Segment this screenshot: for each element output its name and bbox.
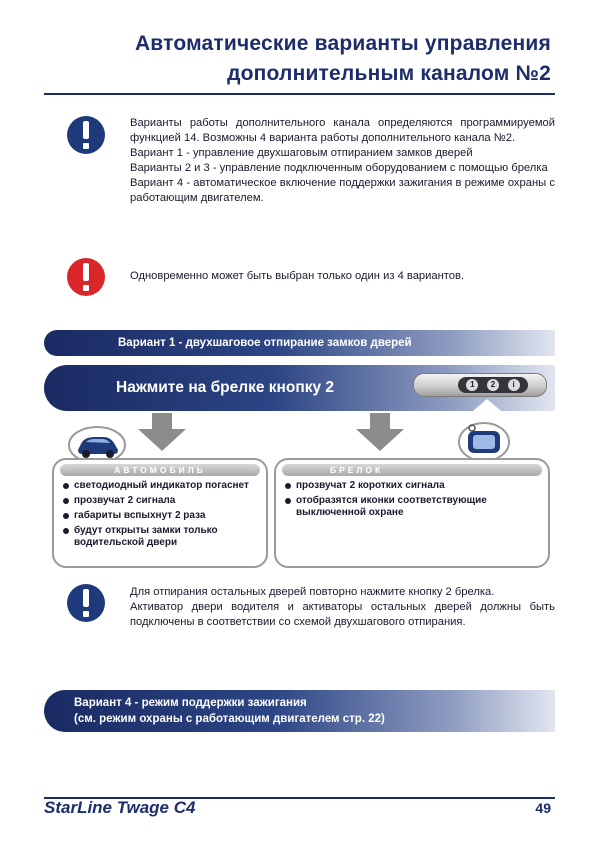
note-paragraph: Для отпирания остальных дверей повторно нажмите кнопку 2 брелка.: [130, 586, 495, 598]
keyfob-remote-icon: [413, 373, 547, 397]
info-exclamation-icon: [67, 584, 105, 622]
note-paragraph: Вариант 4 - автоматическое включение поддержки зажигания в режиме охраны с работающим двигателем.: [130, 177, 555, 204]
press-button-banner: Нажмите на брелке кнопку 2: [44, 365, 555, 411]
note-paragraph: Вариант 1 - управление двухшаговым отпиранием замков дверей: [130, 147, 473, 159]
variant4-banner: [44, 690, 555, 732]
page-title-line2: дополнительным каналом №2: [227, 62, 551, 85]
title-divider: [44, 93, 555, 95]
unlock-note: [130, 585, 555, 630]
page-title-line1: Автоматические варианты управления: [134, 32, 551, 55]
list-item: светодиодный индикатор погаснет: [62, 480, 258, 492]
brand-logo: StarLine Twage C4: [44, 798, 196, 817]
keyfob-button-1: 1: [466, 379, 478, 391]
car-panel-header: АВТОМОБИЛЬ: [60, 464, 260, 476]
arrow-down-icon: [138, 413, 186, 451]
warning-note: Одновременно может быть выбран только один из 4 вариантов.: [130, 270, 465, 282]
keyfob-icon: [458, 422, 510, 462]
variant4-banner-line2: (см. режим охраны с работающим двигателем стр. 22): [74, 713, 385, 725]
car-reaction-panel: [52, 458, 268, 568]
note-paragraph: Активатор двери водителя и активаторы остальных дверей должны быть подключены в соответствии со схемой двухшагового отпирания.: [130, 601, 555, 628]
keyfob-buttons: [458, 377, 528, 393]
list-item: будут открыты замки только водительской двери: [62, 525, 258, 549]
list-item: прозвучат 2 коротких сигнала: [284, 480, 488, 492]
list-item: прозвучат 2 сигнала: [62, 495, 258, 507]
keyfob-button-2: 2: [487, 379, 499, 391]
page-number: 49: [535, 800, 551, 816]
variant1-banner: Вариант 1 - двухшаговое отпирание замков дверей: [44, 330, 555, 356]
keyfob-reaction-panel: [274, 458, 550, 568]
variant4-banner-line1: Вариант 4 - режим поддержки зажигания: [74, 697, 307, 709]
keyfob-button-info: i: [508, 379, 520, 391]
note-paragraph: Варианты 2 и 3 - управление подключенным оборудованием с помощью брелка: [130, 162, 548, 174]
list-item: отобразятся иконки соответствующие выключенной охране: [284, 495, 488, 519]
variants-description: [130, 116, 555, 206]
car-reaction-list: [62, 480, 258, 552]
pointer-triangle-icon: [473, 399, 501, 411]
warning-exclamation-icon: [67, 258, 105, 296]
keyfob-reaction-list: [284, 480, 488, 522]
note-paragraph: Варианты работы дополнительного канала определяются программируемой функцией 14. Возможны 4 варианта работы дополнительного канала №2.: [130, 117, 555, 144]
list-item: габариты вспыхнут 2 раза: [62, 510, 258, 522]
keyfob-panel-header: БРЕЛОК: [282, 464, 542, 476]
arrow-down-icon: [356, 413, 404, 451]
info-exclamation-icon: [67, 116, 105, 154]
